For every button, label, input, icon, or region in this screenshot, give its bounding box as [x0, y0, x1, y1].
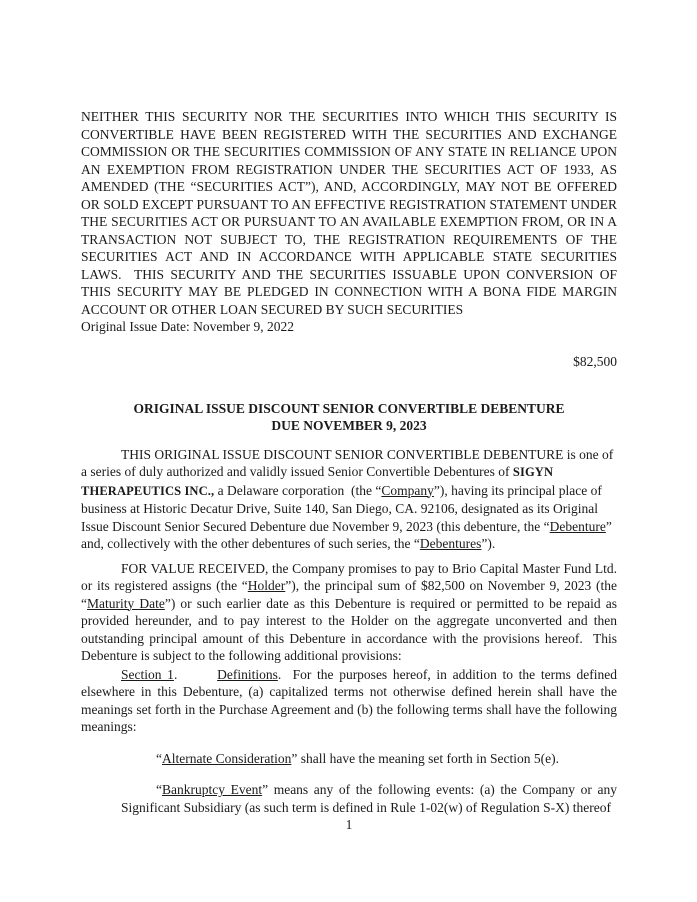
defined-term-holder: Holder: [247, 578, 286, 593]
text-segment: ” shall have the meaning set forth in Section 5(e).: [291, 750, 560, 766]
securities-act-legend: NEITHER THIS SECURITY NOR THE SECURITIES INTO WHICH THIS SECURITY IS CONVERTIBLE HAVE BEEN REGISTERED WITH THE SECURITIES AND EXCHANGE COMMISSION OR THE SECURITIES COMMISSION OF ANY STATE IN RELIANCE UPON AN EXEMPTION FROM REGISTRATION UNDER THE SECURITIES ACT OF 1933, AS AMENDED (THE “SECURITIES ACT”), AND, ACCORDINGLY, MAY NOT BE OFFERED OR SOLD EXCEPT PURSUANT TO AN EFFECTIVE REGISTRATION STATEMENT UNDER THE SECURITIES ACT OR PURSUANT TO AN AVAILABLE EXEMPTION FROM, OR IN A TRANSACTION NOT SUBJECT TO, THE REGISTRATION REQUIREMENTS OF THE SECURITIES ACT AND IN ACCORDANCE WITH APPLICABLE STATE SECURITIES LAWS. THIS SECURITY AND THE SECURITIES ISSUABLE UPON CONVERSION OF THIS SECURITY MAY BE PLEDGED IN CONNECTION WITH A BONA FIDE MARGIN ACCOUNT OR OTHER LOAN SECURED BY SUCH SECURITIES: [81, 109, 617, 317]
section-1-definitions-paragraph: [81, 666, 617, 736]
alternate-consideration-definition: [121, 750, 617, 768]
intro-paragraph: [81, 446, 617, 553]
text-segment: a Delaware corporation (the “: [214, 482, 382, 498]
text-segment: ”), having its principal place of business at Historic Decatur Drive, Suite 140, San Diego, CA. 92106, designated as its Original Issue Discount Senior Secured Debenture due November 9, 2023 (this debenture, the “: [81, 482, 602, 534]
page-number: 1: [345, 817, 353, 832]
defined-term-debentures: Debentures: [419, 536, 482, 551]
text-segment: .: [173, 666, 218, 682]
document-title: [81, 400, 617, 435]
text-segment: ”).: [481, 536, 496, 551]
definitions-label: Definitions: [217, 666, 278, 682]
text-segment: FOR VALUE RECEIVED, the Company promises to pay to Brio Capital Master Fund Ltd. or its registered assigns (the “: [81, 560, 617, 593]
text-segment: . For the purposes hereof, in addition to the terms defined elsewhere in this Debenture, (a) capitalized terms not otherwise defined herein shall have the meanings set forth in the Purchase Agreement and (b) the following terms shall have the following meanings:: [81, 666, 618, 734]
document-title-line-1: ORIGINAL ISSUE DISCOUNT SENIOR CONVERTIBLE DEBENTURE: [133, 400, 565, 416]
for-value-received-paragraph: [81, 560, 617, 665]
document-title-line-2: DUE NOVEMBER 9, 2023: [271, 418, 427, 433]
text-segment: ”), the principal sum of $82,500 on November 9, 2023 (the “: [81, 578, 617, 611]
text-segment: THIS ORIGINAL ISSUE DISCOUNT SENIOR CONVERTIBLE DEBENTURE is one of a series of duly authorized and validly issued Senior Convertible Debentures of: [81, 446, 614, 479]
defined-term-debenture: Debenture: [549, 518, 606, 534]
section-1-label: Section 1: [121, 666, 174, 682]
defined-term-maturity-date: Maturity Date: [87, 595, 165, 611]
original-issue-date-line: Original Issue Date: November 9, 2022: [81, 319, 294, 334]
text-segment: ” and, collectively with the other debentures of such series, the “: [81, 518, 612, 551]
defined-term-company: Company: [381, 482, 434, 498]
text-segment: “: [156, 750, 162, 766]
bankruptcy-event-definition: [121, 781, 617, 816]
principal-amount-value: $82,500: [573, 354, 617, 369]
defined-term-alternate-consideration: Alternate Consideration: [162, 750, 292, 766]
company-name-bold: SIGYN THERAPEUTICS INC.,: [81, 465, 554, 498]
text-segment: ” means any of the following events: (a) the Company or any Significant Subsidiary (as such term is defined in Rule 1-02(w) of Regulation S-X) thereof: [121, 782, 617, 815]
text-segment: “: [156, 782, 162, 797]
text-segment: ”) or such earlier date as this Debenture is required or permitted to be repaid as provided hereunder, and to pay interest to the Holder on the aggregate unconverted and then outstanding principal amount of this Debenture in accordance with the provisions hereof. This Debenture is subject to the following additional provisions:: [81, 595, 617, 663]
defined-term-bankruptcy-event: Bankruptcy Event: [162, 782, 263, 797]
